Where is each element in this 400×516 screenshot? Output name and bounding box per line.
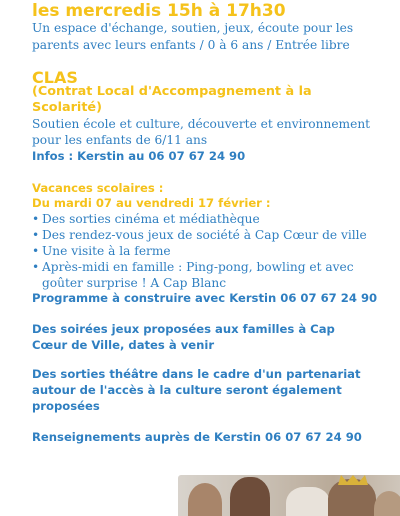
- list-item-text: Une visite à la ferme: [42, 244, 171, 258]
- clas-info-contact: Infos : Kerstin au 06 07 67 24 90: [32, 149, 246, 163]
- photo-person: [230, 477, 270, 516]
- intro-description: Un espace d'échange, soutien, jeux, écoute pour les parents avec leurs enfants / 0 à 6 ans / Entrée libre: [32, 21, 354, 52]
- list-item-text: Des rendez-vous jeux de société à Cap Cœur de ville: [42, 228, 367, 242]
- list-item: [32, 227, 380, 243]
- clas-description: Soutien école et culture, découverte et environnement pour les enfants de 6/11 ans: [32, 117, 371, 147]
- photo-person: [286, 487, 330, 516]
- clas-title: CLAS: [32, 68, 78, 87]
- vacances-activity-list: [32, 211, 380, 291]
- bullet-icon: •: [32, 244, 40, 258]
- clas-subtitle: (Contrat Local d'Accompagnement à la Scolarité): [32, 84, 312, 115]
- vacances-program-contact: Programme à construire avec Kerstin 06 07 67 24 90: [32, 291, 378, 305]
- sorties-theatre-note: Des sorties théâtre dans le cadre d'un partenariat autour de l'accès à la culture seront également proposées: [32, 367, 361, 413]
- paper-crown-icon: [338, 475, 368, 485]
- vacances-title: Vacances scolaires :: [32, 181, 164, 195]
- bullet-icon: •: [32, 228, 40, 242]
- photo-person: [188, 483, 222, 516]
- session-hours: les mercredis 15h à 17h30: [32, 1, 286, 21]
- photo-person: [374, 491, 400, 516]
- list-item: [32, 243, 380, 259]
- activity-photo: [178, 475, 400, 516]
- list-item: [32, 259, 380, 291]
- soirees-jeux-note: Des soirées jeux proposées aux familles à Cap Cœur de Ville, dates à venir: [32, 322, 335, 352]
- bullet-icon: •: [32, 260, 40, 274]
- list-item-text: Des sorties cinéma et médiathèque: [42, 212, 260, 226]
- bullet-icon: •: [32, 212, 40, 226]
- list-item-text: Après-midi en famille : Ping-pong, bowling et avec goûter surprise ! A Cap Blanc: [42, 260, 354, 290]
- vacances-dates: Du mardi 07 au vendredi 17 février :: [32, 196, 271, 210]
- renseignements-contact: Renseignements auprès de Kerstin 06 07 67 24 90: [32, 430, 362, 444]
- list-item: [32, 211, 380, 227]
